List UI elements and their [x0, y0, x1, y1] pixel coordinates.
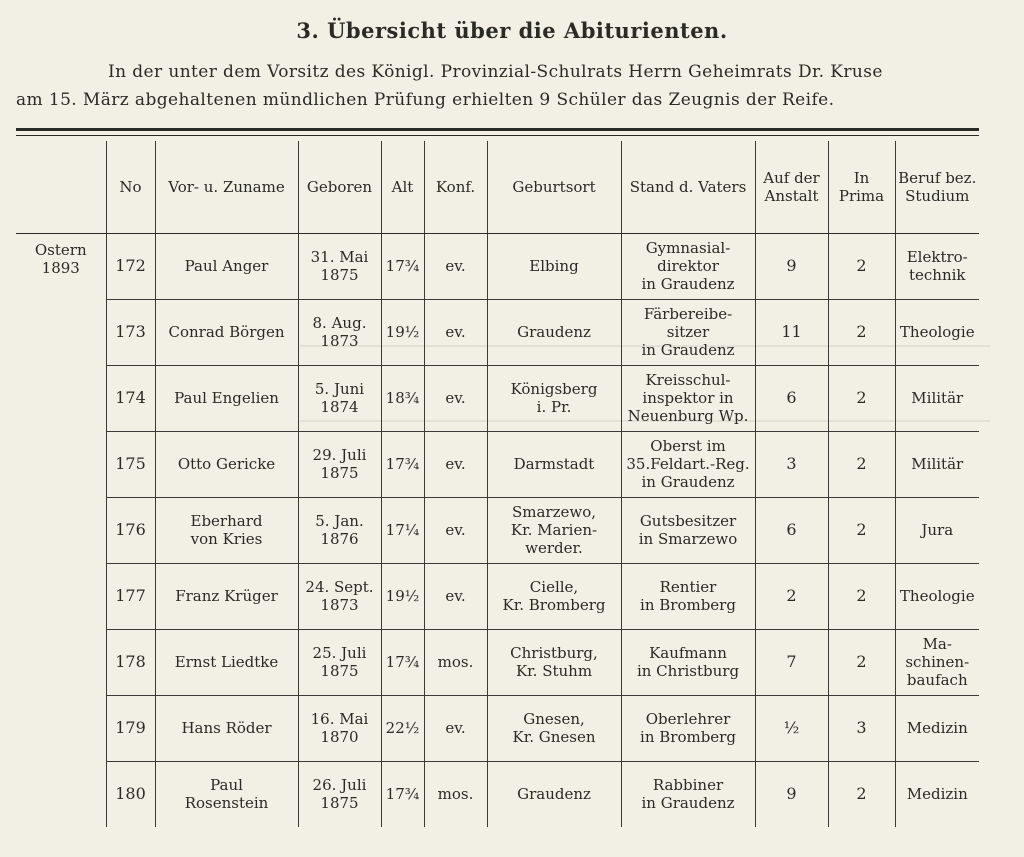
cell-school-years: 6: [755, 365, 828, 431]
cell-name: Franz Krüger: [155, 563, 298, 629]
cell-school-years: 6: [755, 497, 828, 563]
col-no-header: No: [106, 141, 155, 233]
cell-term: [16, 761, 106, 827]
cell-born: 5. Juni 1874: [298, 365, 381, 431]
cell-father: Kaufmann in Christburg: [621, 629, 755, 695]
col-career-header: Beruf bez. Studium: [895, 141, 979, 233]
cell-no: 178: [106, 629, 155, 695]
header-rule-thick: [16, 128, 979, 131]
cell-name: Eberhard von Kries: [155, 497, 298, 563]
intro-line-2: am 15. März abgehaltenen mündlichen Prüfung erhielten 9 Schüler das Zeugnis der Reife.: [16, 90, 835, 110]
cell-prima: 2: [828, 761, 895, 827]
cell-birthplace: Darmstadt: [487, 431, 621, 497]
cell-birthplace: Gnesen, Kr. Gnesen: [487, 695, 621, 761]
cell-no: 173: [106, 299, 155, 365]
table-row: [16, 431, 979, 497]
cell-prima: 2: [828, 563, 895, 629]
table-row: [16, 563, 979, 629]
cell-father: Oberst im 35.Feldart.-Reg. in Graudenz: [621, 431, 755, 497]
cell-age: 17¾: [381, 761, 424, 827]
cell-name: Otto Gericke: [155, 431, 298, 497]
page-heading: 3. Übersicht über die Abiturienten.: [296, 18, 728, 43]
cell-birthplace: Graudenz: [487, 761, 621, 827]
cell-confession: ev.: [424, 563, 487, 629]
cell-prima: 2: [828, 431, 895, 497]
cell-confession: ev.: [424, 233, 487, 299]
cell-confession: mos.: [424, 761, 487, 827]
cell-school-years: ½: [755, 695, 828, 761]
cell-age: 22½: [381, 695, 424, 761]
cell-no: 174: [106, 365, 155, 431]
cell-career: Militär: [895, 431, 979, 497]
cell-birthplace: Christburg, Kr. Stuhm: [487, 629, 621, 695]
cell-confession: ev.: [424, 431, 487, 497]
cell-term: [16, 629, 106, 695]
cell-prima: 2: [828, 365, 895, 431]
table-row: [16, 497, 979, 563]
cell-born: 5. Jan. 1876: [298, 497, 381, 563]
cell-age: 17¾: [381, 431, 424, 497]
cell-career: Jura: [895, 497, 979, 563]
cell-father: Kreisschul- inspektor in Neuenburg Wp.: [621, 365, 755, 431]
cell-father: Gutsbesitzer in Smarzewo: [621, 497, 755, 563]
cell-school-years: 11: [755, 299, 828, 365]
cell-school-years: 9: [755, 233, 828, 299]
cell-age: 17¾: [381, 629, 424, 695]
cell-age: 19½: [381, 563, 424, 629]
cell-born: 8. Aug. 1873: [298, 299, 381, 365]
cell-term: Ostern 1893: [34, 241, 87, 277]
table-row: [16, 365, 979, 431]
cell-career: Elektro- technik: [895, 233, 979, 299]
graduates-table: [16, 141, 979, 827]
table-row: [16, 695, 979, 761]
cell-name: Conrad Börgen: [155, 299, 298, 365]
cell-career: Theologie: [895, 299, 979, 365]
cell-name: Paul Rosenstein: [155, 761, 298, 827]
cell-birthplace: Cielle, Kr. Bromberg: [487, 563, 621, 629]
cell-father: Rabbiner in Graudenz: [621, 761, 755, 827]
cell-no: 180: [106, 761, 155, 827]
cell-no: 172: [106, 233, 155, 299]
cell-term: [16, 299, 106, 365]
cell-confession: ev.: [424, 497, 487, 563]
cell-birthplace: Graudenz: [487, 299, 621, 365]
cell-term: [16, 431, 106, 497]
cell-father: Färbereibe- sitzer in Graudenz: [621, 299, 755, 365]
cell-prima: 2: [828, 629, 895, 695]
table-row: [16, 629, 979, 695]
cell-born: 26. Juli 1875: [298, 761, 381, 827]
col-prima-header: In Prima: [828, 141, 895, 233]
cell-name: Paul Anger: [155, 233, 298, 299]
cell-term: [16, 695, 106, 761]
intro-line-1: In der unter dem Vorsitz des Königl. Provinzial-Schulrats Herrn Geheimrats Dr. Kruse: [108, 62, 883, 82]
cell-born: 29. Juli 1875: [298, 431, 381, 497]
cell-age: 18¾: [381, 365, 424, 431]
cell-born: 16. Mai 1870: [298, 695, 381, 761]
cell-term: [16, 497, 106, 563]
cell-birthplace: Königsberg i. Pr.: [487, 365, 621, 431]
cell-prima: 2: [828, 497, 895, 563]
col-birthplace-header: Geburtsort: [487, 141, 621, 233]
cell-no: 175: [106, 431, 155, 497]
cell-prima: 2: [828, 299, 895, 365]
cell-born: 24. Sept. 1873: [298, 563, 381, 629]
cell-father: Gymnasial- direktor in Graudenz: [621, 233, 755, 299]
col-born-header: Geboren: [298, 141, 381, 233]
col-confession-header: Konf.: [424, 141, 487, 233]
cell-career: Ma- schinen- baufach: [895, 629, 979, 695]
cell-prima: 2: [828, 233, 895, 299]
cell-name: Paul Engelien: [155, 365, 298, 431]
table-row: [16, 233, 979, 299]
cell-father: Rentier in Bromberg: [621, 563, 755, 629]
cell-prima: 3: [828, 695, 895, 761]
cell-career: Medizin: [895, 695, 979, 761]
table-row: [16, 299, 979, 365]
cell-school-years: 9: [755, 761, 828, 827]
cell-career: Medizin: [895, 761, 979, 827]
cell-school-years: 2: [755, 563, 828, 629]
col-age-header: Alt: [381, 141, 424, 233]
cell-born: 25. Juli 1875: [298, 629, 381, 695]
cell-father: Oberlehrer in Bromberg: [621, 695, 755, 761]
cell-no: 176: [106, 497, 155, 563]
cell-school-years: 3: [755, 431, 828, 497]
cell-birthplace: Elbing: [487, 233, 621, 299]
cell-confession: mos.: [424, 629, 487, 695]
col-name-header: Vor- u. Zuname: [155, 141, 298, 233]
table-header-row: [16, 141, 979, 233]
cell-name: Ernst Liedtke: [155, 629, 298, 695]
col-term-header: [16, 141, 106, 233]
table-row: [16, 761, 979, 827]
header-bottom-rule: [16, 233, 979, 234]
cell-no: 177: [106, 563, 155, 629]
cell-name: Hans Röder: [155, 695, 298, 761]
cell-age: 19½: [381, 299, 424, 365]
cell-birthplace: Smarzewo, Kr. Marien- werder.: [487, 497, 621, 563]
cell-age: 17¾: [381, 233, 424, 299]
cell-career: Militär: [895, 365, 979, 431]
cell-school-years: 7: [755, 629, 828, 695]
cell-term: [16, 563, 106, 629]
cell-confession: ev.: [424, 365, 487, 431]
cell-career: Theologie: [895, 563, 979, 629]
cell-term: [16, 365, 106, 431]
col-school-years-header: Auf der Anstalt: [755, 141, 828, 233]
cell-confession: ev.: [424, 299, 487, 365]
cell-age: 17¼: [381, 497, 424, 563]
cell-confession: ev.: [424, 695, 487, 761]
col-father-header: Stand d. Vaters: [621, 141, 755, 233]
header-rule-thin: [16, 135, 979, 136]
cell-no: 179: [106, 695, 155, 761]
cell-born: 31. Mai 1875: [298, 233, 381, 299]
